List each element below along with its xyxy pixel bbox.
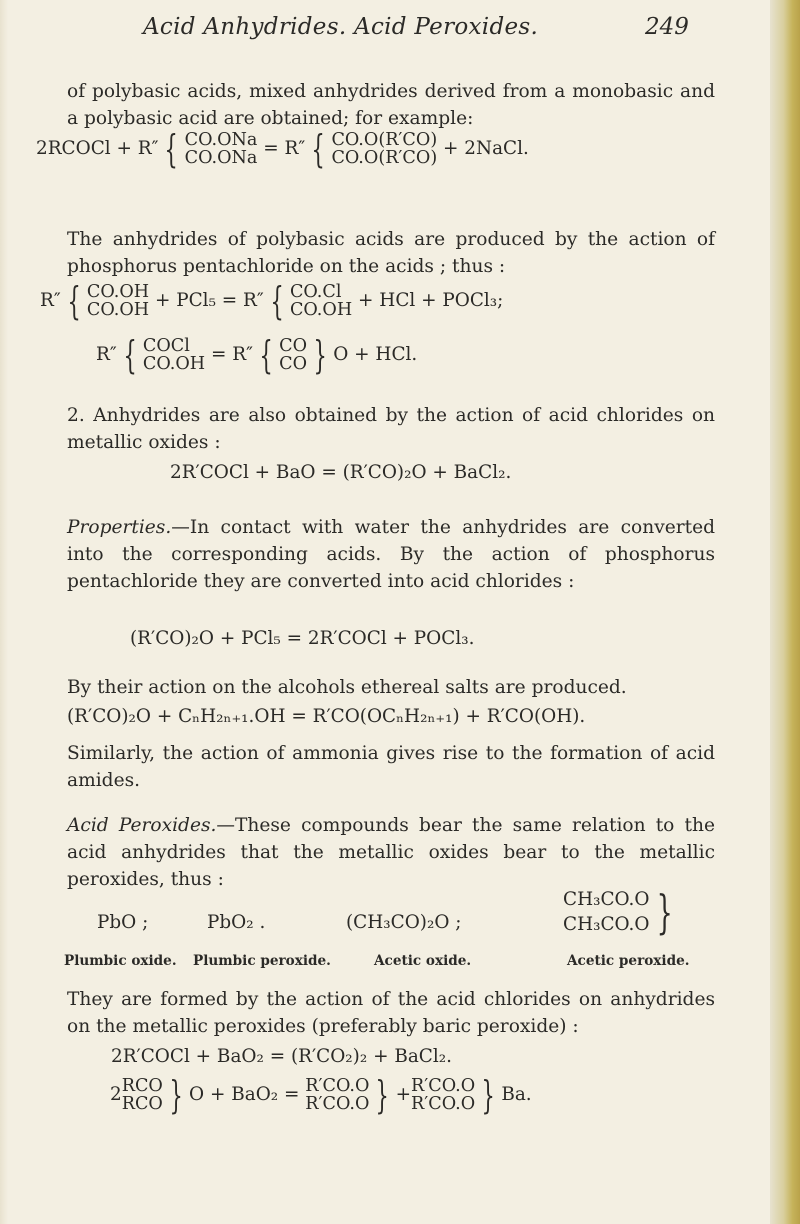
eq1-top2: CO.O(R′CO) (331, 130, 438, 150)
brace-icon: { (270, 279, 284, 323)
acetic-peroxide-bottom: CH₃CO.O (563, 914, 650, 935)
eq1-bottom: CO.ONa (184, 148, 258, 168)
acetic-peroxide-top: CH₃CO.O (563, 889, 650, 910)
eq3-rhs: O + HCl. (333, 344, 418, 365)
paragraph-1: of polybasic acids, mixed anhydrides derived from a monobasic and a polybasic acid are obtained; for example: (67, 81, 715, 129)
brace-close-icon: } (375, 1073, 390, 1117)
eq3-mid: = R″ (210, 344, 253, 365)
page-number: 249 (645, 14, 689, 40)
eq1-top: CO.ONa (184, 130, 258, 150)
eq8-rhs: Ba. (501, 1084, 532, 1105)
brace-close-icon: } (169, 1073, 183, 1117)
caption-acetic-peroxide: Acetic peroxide. (567, 953, 690, 969)
eq8-top2: R′CO.O (305, 1076, 370, 1096)
page-edge (770, 0, 800, 1224)
eq8-bottom3: R′CO.O (411, 1094, 476, 1114)
paragraph-7-text: —These compounds bear the same relation to the acid anhydrides that the metallic oxides bear to the metallic peroxides, thus : (67, 815, 715, 890)
brace-icon: { (259, 333, 273, 377)
paragraph-3: 2. Anhydrides are also obtained by the action of acid chlorides on metallic oxides : (67, 405, 715, 453)
eq8-bottom2: R′CO.O (305, 1094, 370, 1114)
paragraph-4-text: —In contact with water the anhydrides are converted into the corresponding acids. By the action of phosphorus pentachloride they are converted into acid chlorides : (67, 517, 715, 592)
eq8-top: RCO (121, 1076, 163, 1096)
eq2-bottom2: CO.OH (289, 300, 353, 320)
paragraph-5: By their action on the alcohols ethereal salts are produced. (67, 677, 627, 698)
eq2-top: CO.OH (86, 282, 150, 302)
formula-acetic-oxide: (CH₃CO)₂O ; (346, 912, 462, 933)
brace-icon: { (164, 127, 179, 171)
properties-heading: Properties. (67, 517, 172, 538)
eq8-coef: 2 (110, 1084, 122, 1105)
eq2-lhs: R″ (40, 290, 61, 311)
eq8-top3: R′CO.O (411, 1076, 476, 1096)
formula-pbo: PbO ; (97, 912, 149, 933)
paragraph-8: They are formed by the action of the acid chlorides on anhydrides on the metallic peroxides (preferably baric peroxide) : (67, 989, 715, 1037)
eq3-bottom2: CO (279, 354, 308, 374)
equation-peroxide-formation (110, 1073, 532, 1117)
eq2-mid: + PCl₅ = R″ (154, 290, 264, 311)
paragraph-2: The anhydrides of polybasic acids are produced by the action of phosphorus pentachloride on the acids ; thus : (67, 229, 715, 277)
eq1-bottom2: CO.O(R′CO) (331, 148, 438, 168)
eq8-plus: + (395, 1084, 411, 1105)
eq3-top2: CO (279, 336, 308, 356)
eq3-top: COCl (142, 336, 190, 356)
formula-pbo2: PbO₂ . (207, 912, 266, 933)
equation-pcl5-acid (40, 279, 504, 323)
eq3-bottom: CO.OH (142, 354, 206, 374)
caption-acetic-oxide: Acetic oxide. (374, 953, 472, 969)
paragraph-4 (67, 514, 715, 595)
brace-icon: { (311, 127, 326, 171)
eq1-rhs: + 2NaCl. (443, 138, 529, 159)
eq1-lhs: 2RCOCl + R″ (36, 138, 159, 159)
paragraph-6: Similarly, the action of ammonia gives rise to the formation of acid amides. (67, 743, 715, 791)
eq8-mid: O + BaO₂ = (189, 1084, 300, 1105)
acid-peroxides-heading: Acid Peroxides. (67, 815, 217, 836)
brace-icon: { (123, 333, 137, 377)
eq8-bottom: RCO (121, 1094, 163, 1114)
brace-close-icon: } (313, 333, 327, 377)
equation-baO2: 2R′COCl + BaO₂ = (R′CO₂)₂ + BaCl₂. (111, 1046, 452, 1067)
equation-alcohol: (R′CO)₂O + CₙH₂ₙ₊₁.OH = R′CO(OCₙH₂ₙ₊₁) + R′CO(OH). (67, 706, 586, 727)
paragraph-7 (67, 812, 715, 893)
eq2-rhs: + HCl + POCl₃; (358, 290, 504, 311)
equation-baO: 2R′COCl + BaO = (R′CO)₂O + BaCl₂. (170, 462, 512, 483)
equation-anhydride-formation (96, 333, 418, 377)
equation-mixed-anhydride (36, 127, 529, 171)
formula-acetic-peroxide (563, 887, 681, 937)
eq3-lhs: R″ (96, 344, 117, 365)
eq1-mid: = R″ (263, 138, 306, 159)
brace-close-icon: } (481, 1073, 495, 1117)
brace-icon: { (67, 279, 81, 323)
eq2-top2: CO.Cl (289, 282, 342, 302)
caption-plumbic-peroxide: Plumbic peroxide. (193, 953, 331, 969)
brace-close-icon: } (657, 885, 674, 939)
page-gutter (0, 0, 8, 1224)
caption-plumbic-oxide: Plumbic oxide. (64, 953, 177, 969)
running-header: Acid Anhydrides. Acid Peroxides. (143, 14, 539, 40)
eq2-bottom: CO.OH (86, 300, 150, 320)
equation-pcl5-anhydride: (R′CO)₂O + PCl₅ = 2R′COCl + POCl₃. (130, 628, 475, 649)
